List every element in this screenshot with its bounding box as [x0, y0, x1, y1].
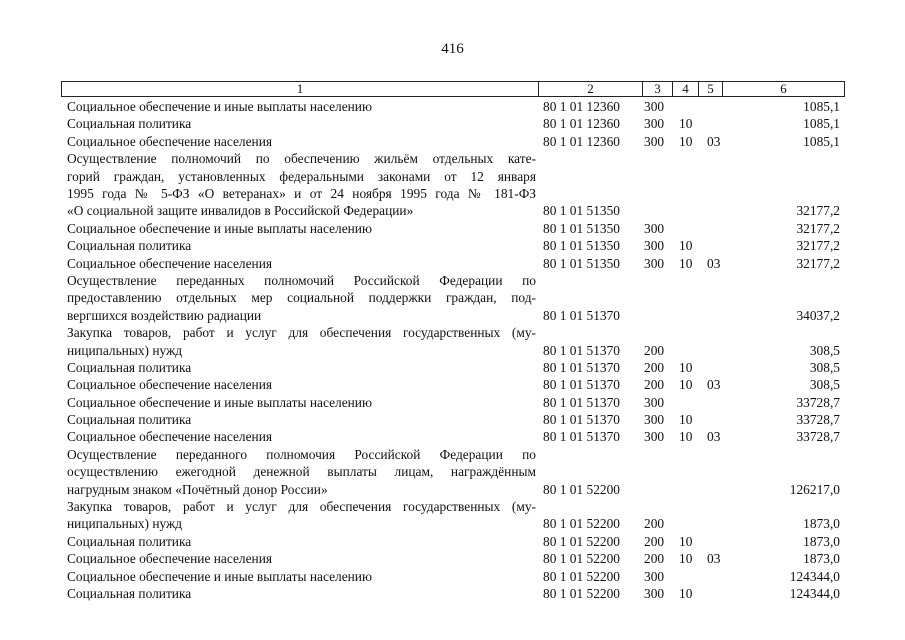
row-amount: 1085,1	[803, 99, 840, 114]
table-row	[0, 498, 905, 533]
table-row	[0, 115, 905, 132]
table-row	[0, 220, 905, 237]
header-col-2: 2	[538, 82, 642, 96]
row-col-3: 200	[644, 533, 665, 549]
row-col-4: 10	[679, 359, 693, 375]
row-col-3: 300	[644, 412, 665, 428]
row-description-line: Социальная политика	[67, 359, 192, 375]
row-amount: 32177,2	[796, 238, 840, 254]
row-description-line: Социальная политика	[67, 116, 192, 132]
row-description-line: предоставлению отдельных мер социальной поддержки граждан, под-	[67, 290, 536, 306]
header-col-4: 4	[672, 82, 698, 96]
row-description-line: ниципальных) нужд	[67, 342, 183, 358]
row-description-line: вергшихся воздействию радиации	[67, 307, 262, 323]
row-col-5: 03	[707, 377, 721, 393]
table-row	[0, 272, 905, 324]
row-code: 80 1 01 52200	[543, 568, 620, 584]
row-description-line: Социальное обеспечение и иные выплаты населению	[67, 394, 372, 410]
row-code: 80 1 01 51350	[543, 220, 620, 236]
row-amount: 1873,0	[803, 551, 840, 567]
row-code: 80 1 01 52200	[543, 481, 620, 497]
row-col-4: 10	[679, 551, 693, 567]
row-description-line: Социальная политика	[67, 238, 192, 254]
row-amount: 33728,7	[796, 394, 840, 410]
table-row	[0, 411, 905, 428]
header-col-5: 5	[698, 82, 722, 96]
row-col-3: 300	[644, 220, 665, 236]
table-row	[0, 446, 905, 498]
row-col-5: 03	[707, 429, 721, 445]
table-row	[0, 255, 905, 272]
row-col-3: 200	[644, 342, 665, 358]
row-col-4: 10	[679, 255, 693, 271]
row-amount: 33728,7	[796, 429, 840, 445]
row-code: 80 1 01 12360	[543, 133, 620, 149]
row-code: 80 1 01 51370	[543, 342, 620, 358]
row-amount: 1085,1	[803, 133, 840, 149]
table-row	[0, 585, 905, 602]
row-description-line: Социальное обеспечение населения	[67, 133, 273, 149]
row-col-5: 03	[707, 551, 721, 567]
header-col-6: 6	[722, 82, 844, 96]
table-row	[0, 98, 905, 115]
row-col-5: 03	[707, 133, 721, 149]
row-col-3: 300	[644, 586, 665, 602]
row-amount: 34037,2	[796, 307, 840, 323]
row-amount: 32177,2	[796, 255, 840, 271]
row-code: 80 1 01 51370	[543, 412, 620, 428]
table-row	[0, 550, 905, 567]
row-description-line: Социальная политика	[67, 412, 192, 428]
row-description-line: Социальная политика	[67, 533, 192, 549]
header-col-3: 3	[642, 82, 672, 96]
row-col-4: 10	[679, 586, 693, 602]
row-description-line: Осуществление переданных полномочий Российской Федерации по	[67, 272, 536, 288]
row-description-line: Социальное обеспечение населения	[67, 429, 273, 445]
row-code: 80 1 01 52200	[543, 533, 620, 549]
row-col-3: 300	[644, 133, 665, 149]
row-col-5: 03	[707, 255, 721, 271]
table-row	[0, 237, 905, 254]
row-description-line: Социальное обеспечение и иные выплаты населению	[67, 99, 372, 114]
row-description-line: Закупка товаров, работ и услуг для обеспечения государственных (му-	[67, 325, 536, 341]
table-row	[0, 533, 905, 550]
row-code: 80 1 01 51350	[543, 203, 620, 219]
row-description-line: нагрудным знаком «Почётный донор России»	[67, 481, 328, 497]
row-description-line: Социальное обеспечение и иные выплаты населению	[67, 220, 372, 236]
row-col-3: 300	[644, 99, 665, 114]
row-description-line: 1995 года № 5-ФЗ «О ветеранах» и от 24 ноября 1995 года № 181-ФЗ	[67, 185, 536, 201]
row-code: 80 1 01 12360	[543, 116, 620, 132]
row-description-line: «О социальной защите инвалидов в Российской Федерации»	[67, 203, 414, 219]
row-code: 80 1 01 51370	[543, 307, 620, 323]
row-description-line: Осуществление полномочий по обеспечению жильём отдельных кате-	[67, 151, 536, 167]
row-amount: 1085,1	[803, 116, 840, 132]
table-header	[61, 81, 845, 97]
page-number: 416	[441, 41, 464, 57]
row-code: 80 1 01 52200	[543, 586, 620, 602]
row-amount: 1873,0	[803, 516, 840, 532]
row-description-line: Социальное обеспечение населения	[67, 551, 273, 567]
row-amount: 1873,0	[803, 533, 840, 549]
table-body	[0, 98, 905, 602]
row-description-line: горий граждан, установленных федеральными законами от 12 января	[67, 168, 536, 184]
row-description-line: Осуществление переданного полномочия Российской Федерации по	[67, 446, 536, 462]
row-code: 80 1 01 12360	[543, 99, 620, 114]
row-col-3: 200	[644, 359, 665, 375]
row-code: 80 1 01 51370	[543, 429, 620, 445]
row-col-4: 10	[679, 377, 693, 393]
row-col-4: 10	[679, 133, 693, 149]
row-col-4: 10	[679, 429, 693, 445]
row-col-4: 10	[679, 533, 693, 549]
row-amount: 124344,0	[789, 586, 840, 602]
row-amount: 124344,0	[789, 568, 840, 584]
table-row	[0, 376, 905, 393]
table-row	[0, 428, 905, 445]
row-description-line: Социальное обеспечение населения	[67, 255, 273, 271]
row-code: 80 1 01 51370	[543, 394, 620, 410]
table-row	[0, 359, 905, 376]
row-code: 80 1 01 52200	[543, 516, 620, 532]
row-col-3: 200	[644, 377, 665, 393]
row-col-4: 10	[679, 238, 693, 254]
row-description-line: Социальное обеспечение населения	[67, 377, 273, 393]
row-description-line: осуществлению ежегодной денежной выплаты лицам, награждённым	[67, 464, 536, 480]
row-col-3: 200	[644, 516, 665, 532]
row-code: 80 1 01 51370	[543, 377, 620, 393]
row-col-3: 300	[644, 568, 665, 584]
row-code: 80 1 01 52200	[543, 551, 620, 567]
row-amount: 126217,0	[789, 481, 840, 497]
row-code: 80 1 01 51350	[543, 255, 620, 271]
table-row	[0, 150, 905, 220]
row-description-line: Социальная политика	[67, 586, 192, 602]
table-row	[0, 324, 905, 359]
row-description-line: Закупка товаров, работ и услуг для обеспечения государственных (му-	[67, 499, 536, 515]
row-amount: 32177,2	[796, 203, 840, 219]
table-row	[0, 568, 905, 585]
row-description-line: Социальное обеспечение и иные выплаты населению	[67, 568, 372, 584]
row-col-3: 300	[644, 255, 665, 271]
row-amount: 308,5	[809, 359, 840, 375]
row-col-3: 300	[644, 116, 665, 132]
row-amount: 33728,7	[796, 412, 840, 428]
row-col-4: 10	[679, 412, 693, 428]
table-row	[0, 133, 905, 150]
header-col-1: 1	[296, 81, 304, 96]
row-amount: 308,5	[809, 377, 840, 393]
row-amount: 32177,2	[796, 220, 840, 236]
row-amount: 308,5	[809, 342, 840, 358]
row-col-3: 300	[644, 429, 665, 445]
row-code: 80 1 01 51350	[543, 238, 620, 254]
row-description-line: ниципальных) нужд	[67, 516, 183, 532]
row-col-3: 300	[644, 238, 665, 254]
row-col-4: 10	[679, 116, 693, 132]
row-code: 80 1 01 51370	[543, 359, 620, 375]
row-col-3: 300	[644, 394, 665, 410]
row-col-3: 200	[644, 551, 665, 567]
table-row	[0, 394, 905, 411]
